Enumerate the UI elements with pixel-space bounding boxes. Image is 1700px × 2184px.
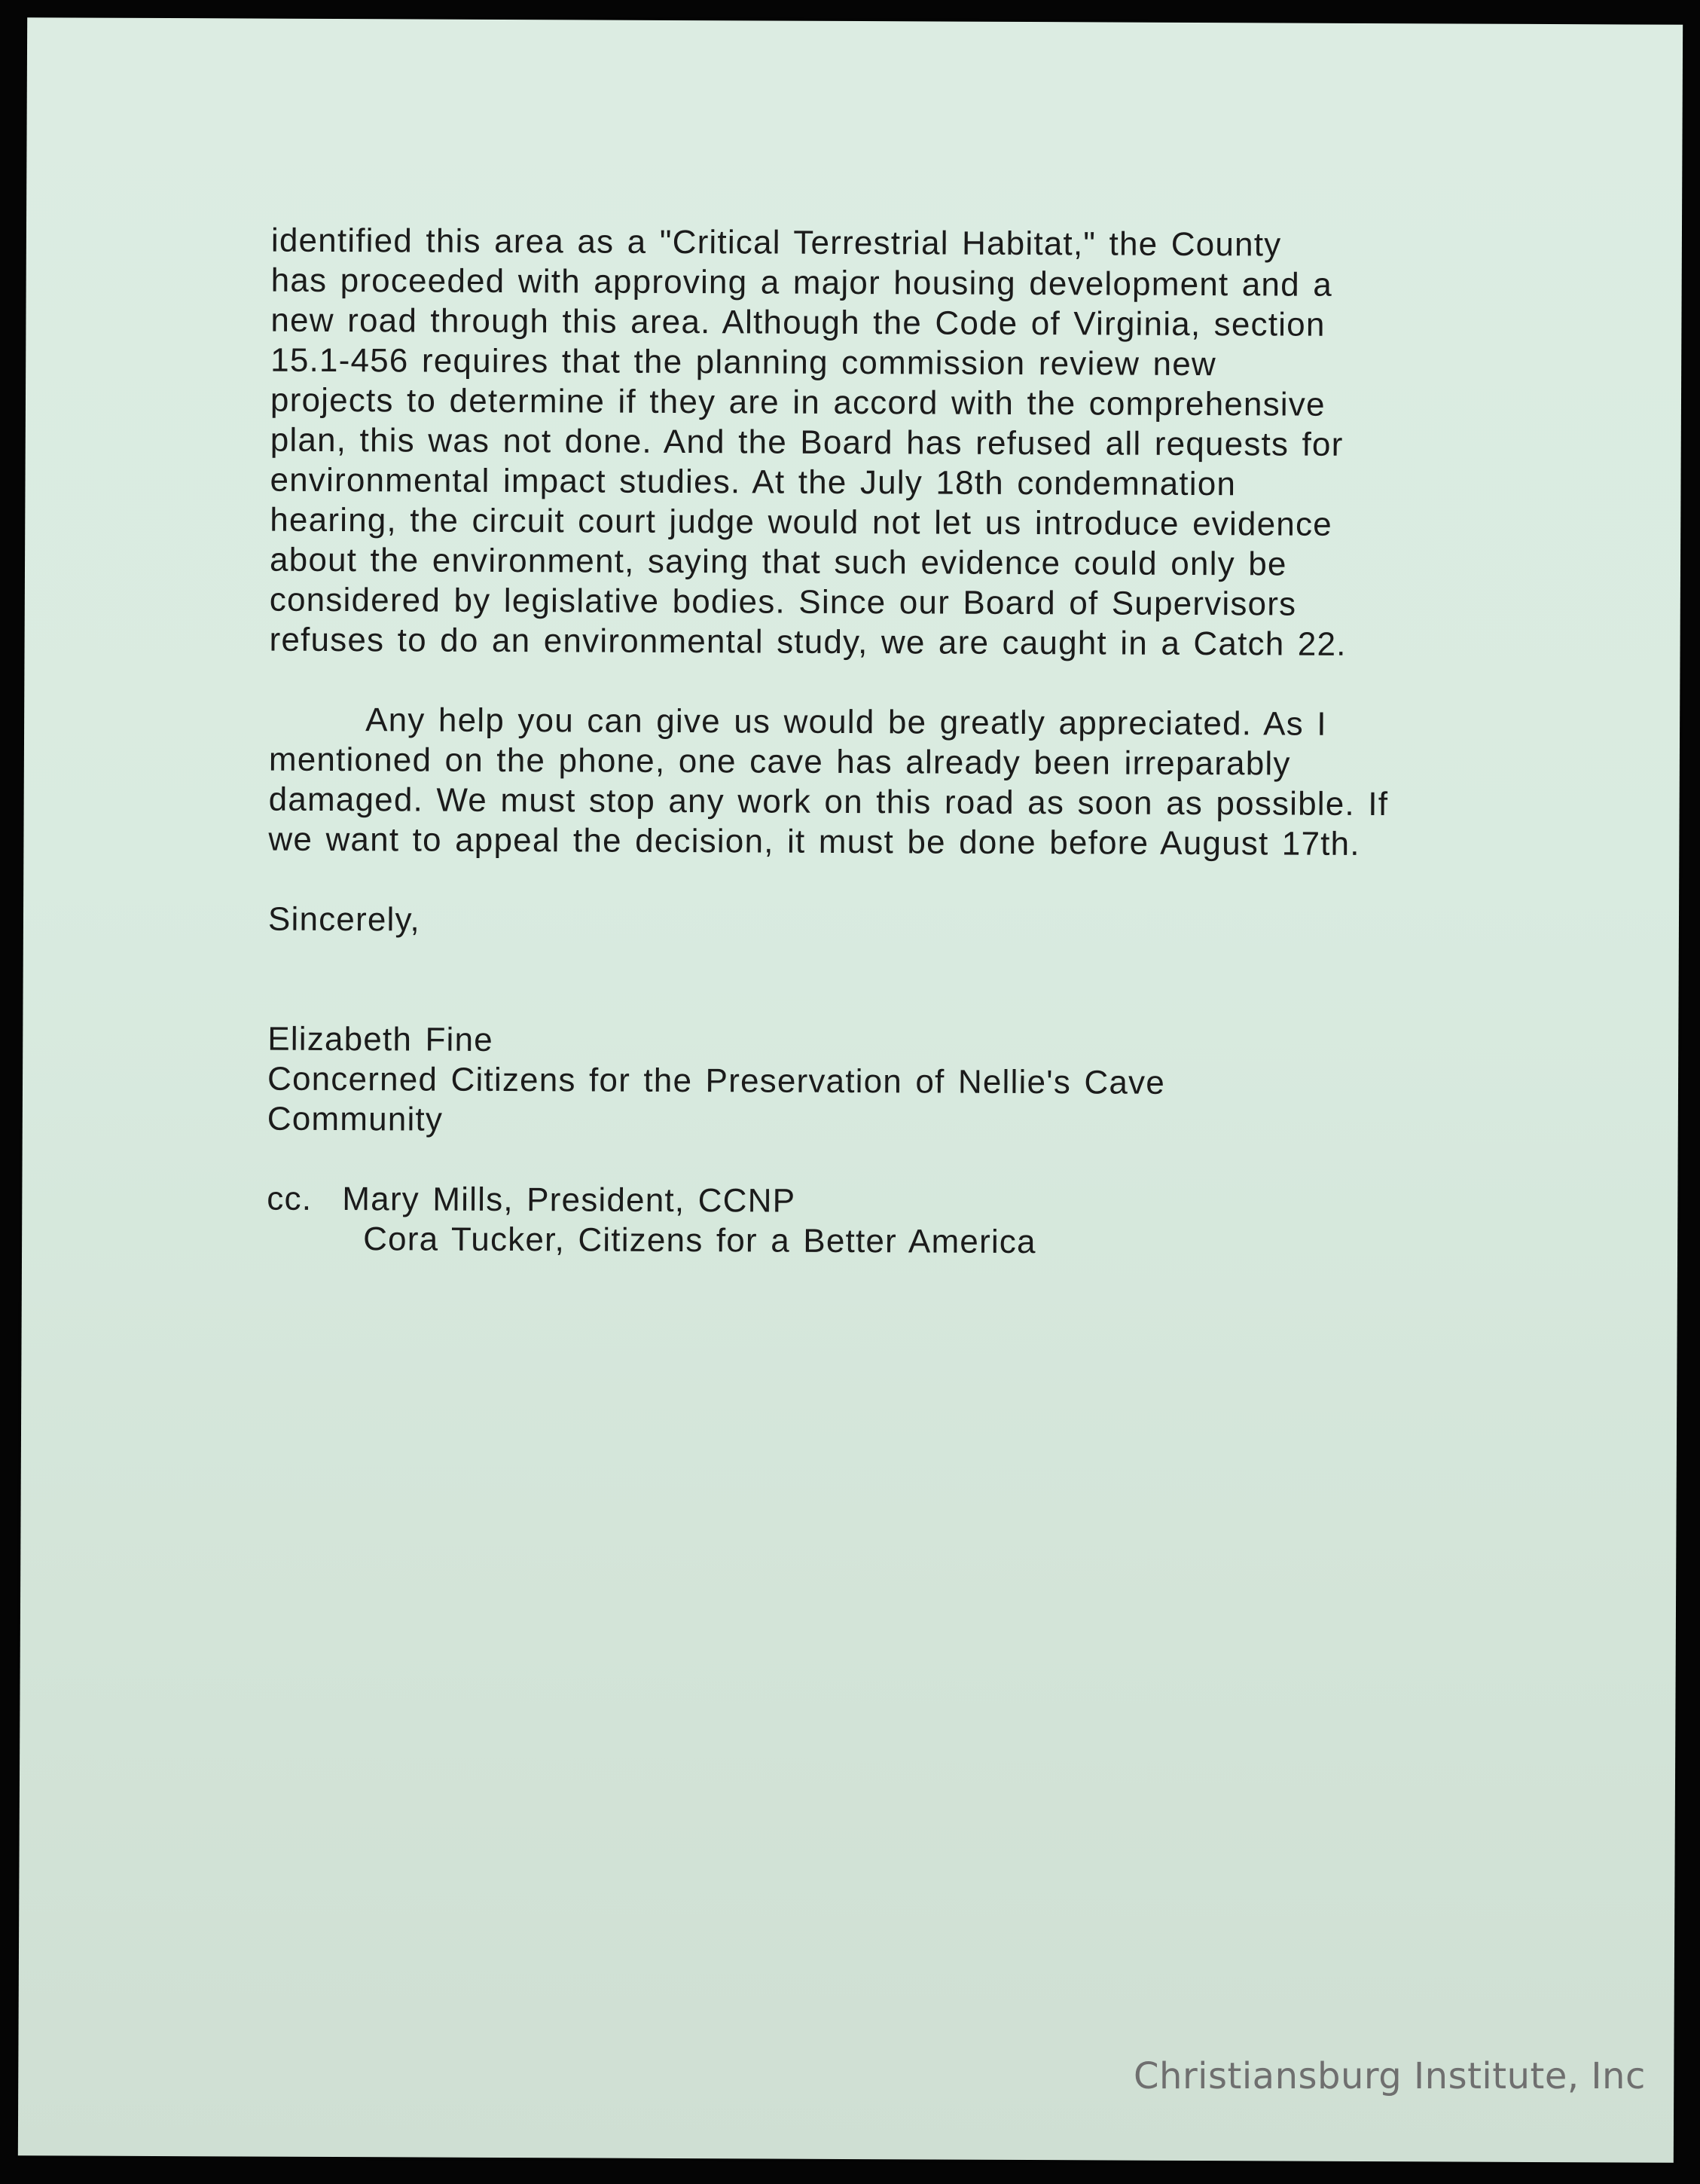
paragraph-2 [268,700,1504,865]
closing: Sincerely, [267,900,421,939]
text-line: mentioned on the phone, one cave has already been irreparably [268,741,1291,783]
text-line: we want to appeal the decision, it must be done before August 17th. [268,820,1360,863]
text-line: environmental impact studies. At the July 18th condemnation [270,461,1237,503]
signer-name: Elizabeth Fine [267,1020,494,1058]
text-line: Any help you can give us would be greatly appreciated. As I [365,701,1327,743]
text-line: refuses to do an environmental study, we are caught in a Catch 22. [269,621,1347,663]
signer-organization: Concerned Citizens for the Preservation of Nellie's Cave [267,1060,1166,1101]
cc-recipient: Cora Tucker, Citizens for a Better America [363,1220,1036,1261]
letter-page [18,17,1683,2163]
text-line: new road through this area. Although the Code of Virginia, section [270,301,1326,344]
paragraph-1 [269,221,1506,665]
text-line: considered by legislative bodies. Since our Board of Supervisors [269,581,1297,623]
text-line: identified this area as a "Critical Terrestrial Habitat," the County [270,221,1282,264]
text-line: plan, this was not done. And the Board has refused all requests for [270,421,1344,463]
archive-watermark: Christiansburg Institute, Inc [1134,2055,1646,2097]
text-line: has proceeded with approving a major housing development and a [270,261,1333,304]
cc-recipient: Mary Mills, President, CCNP [342,1181,796,1220]
paragraph-spacer [269,660,1504,705]
text-line: about the environment, saying that such evidence could only be [269,541,1287,583]
signer-organization-cont: Community [267,1100,444,1138]
paragraph-spacer [267,1139,1502,1184]
paragraph-spacer [268,860,1503,905]
cc-label: cc. [267,1180,313,1217]
cc-list [267,1179,1502,1224]
text-line: projects to determine if they are in accord with the comprehensive [270,381,1326,423]
letter-body [267,221,1506,1264]
text-line: damaged. We must stop any work on this road as soon as possible. If [268,780,1389,823]
text-line: hearing, the circuit court judge would not let us introduce evidence [270,501,1332,543]
signature-space [267,939,1503,1025]
text-line: 15.1-456 requires that the planning commission review new [270,341,1217,383]
